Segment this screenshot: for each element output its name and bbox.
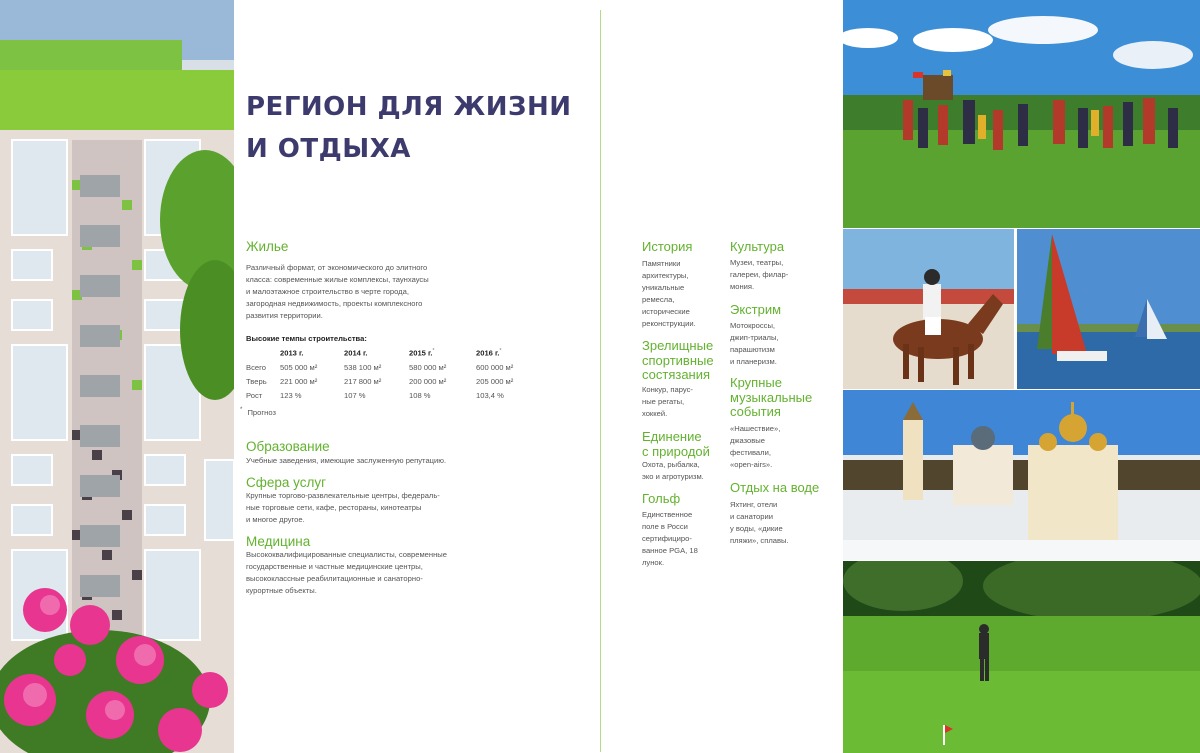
stats-cell: 123 % xyxy=(280,391,302,400)
education-heading: Образование xyxy=(246,439,330,454)
stats-cell: 538 100 м² xyxy=(344,363,382,372)
history-block xyxy=(642,240,724,330)
stats-cell: 107 % xyxy=(344,391,366,400)
water-block xyxy=(730,481,838,547)
stats-year: 2014 г. xyxy=(344,348,368,358)
history-text: Памятники архитектуры, уникальные ремесла, исторические реконструкции. xyxy=(642,258,696,328)
water-text: Яхтинг, отели и санатории у воды, «дикие пляжи», сплавы. xyxy=(730,499,789,545)
stats-year: 2016 г.* xyxy=(476,348,502,358)
shows-heading: Зрелищные спортивные состязания xyxy=(642,338,714,382)
reenactment-illustration xyxy=(843,0,1200,228)
services-text: Крупные торгово-развлекательные центры, федераль- ные торговые сети, кафе, рестораны, кинотеатры и многое другое. xyxy=(246,491,440,524)
stats-cell: 200 000 м² xyxy=(409,377,447,386)
stats-cell: 505 000 м² xyxy=(280,363,318,372)
music-heading: Крупные музыкальные события xyxy=(730,375,813,419)
shows-text: Конкур, парус- ные регаты, хоккей. xyxy=(642,384,693,418)
page-title: РЕГИОН ДЛЯ ЖИЗНИ И ОТДЫХА xyxy=(246,92,572,164)
water-heading: Отдых на воде xyxy=(730,480,820,495)
stats-title: Высокие темпы строительства: xyxy=(246,334,367,343)
culture-text: Музеи, театры, галереи, филар- мония. xyxy=(730,257,789,291)
stats-table xyxy=(246,348,566,408)
nature-text: Охота, рыбалка, эко и агротуризм. xyxy=(642,460,704,481)
housing-heading: Жилье xyxy=(246,239,289,254)
education-text: Учебные заведения, имеющие заслуженную репутацию. xyxy=(246,456,447,465)
golf-course-photo xyxy=(843,561,1200,753)
horse-rider-photo xyxy=(843,229,1014,389)
sailing-illustration xyxy=(1017,229,1200,389)
culture-heading: Культура xyxy=(730,239,785,254)
extreme-block xyxy=(730,303,835,368)
medieval-reenactment-photo xyxy=(843,0,1200,228)
sailing-regatta-photo xyxy=(1017,229,1200,389)
center-divider xyxy=(600,10,601,752)
medicine-text: Высококвалифицированные специалисты, современные государственные и частные медицинские центры, высококлассные реабилитационные и санаторно- курортные объекты. xyxy=(246,550,447,595)
stats-year: 2015 г.* xyxy=(409,348,435,358)
stats-row-label: Тверь xyxy=(246,377,267,386)
golf-heading: Гольф xyxy=(642,491,681,506)
horse-illustration xyxy=(843,229,1014,389)
golf-illustration xyxy=(843,561,1200,753)
stats-cell: 205 000 м² xyxy=(476,377,514,386)
housing-text: Различный формат, от экономического до элитного класса: современные жилые комплексы, таунхаусы и малоэтажное строительство в черте города, загородная недвижимость, проекты комплексного развития территории. xyxy=(246,263,429,320)
stats-row-label: Всего xyxy=(246,363,266,372)
stats-cell: 600 000 м² xyxy=(476,363,514,372)
culture-block xyxy=(730,240,835,293)
building-illustration xyxy=(0,0,234,753)
music-block xyxy=(730,376,835,471)
stats-cell: 221 000 м² xyxy=(280,377,318,386)
building-photo xyxy=(0,0,234,753)
golf-text: Единственное поле в Росси сертифициро- ванное PGA, 18 лунок. xyxy=(642,509,698,567)
shows-block xyxy=(642,339,724,420)
history-heading: История xyxy=(642,239,693,254)
stats-footnote: * Прогноз xyxy=(240,407,276,417)
nature-heading: Единение с природой xyxy=(642,429,710,459)
nature-block xyxy=(642,430,732,483)
music-text: «Нашествие», джазовые фестивали, «open-airs». xyxy=(730,423,781,469)
stats-cell: 103,4 % xyxy=(476,391,504,400)
stats-year: 2013 г. xyxy=(280,348,304,358)
services-heading: Сфера услуг xyxy=(246,475,327,490)
golf-block xyxy=(642,492,724,569)
stats-cell: 580 000 м² xyxy=(409,363,447,372)
monastery-illustration xyxy=(843,390,1200,560)
stats-row-label: Рост xyxy=(246,391,263,400)
stats-cell: 108 % xyxy=(409,391,431,400)
extreme-heading: Экстрим xyxy=(730,302,782,317)
monastery-photo xyxy=(843,390,1200,560)
extreme-text: Мотокроссы, джип-триалы, парашютизм и планеризм. xyxy=(730,320,779,366)
medicine-heading: Медицина xyxy=(246,534,311,549)
stats-cell: 217 800 м² xyxy=(344,377,382,386)
